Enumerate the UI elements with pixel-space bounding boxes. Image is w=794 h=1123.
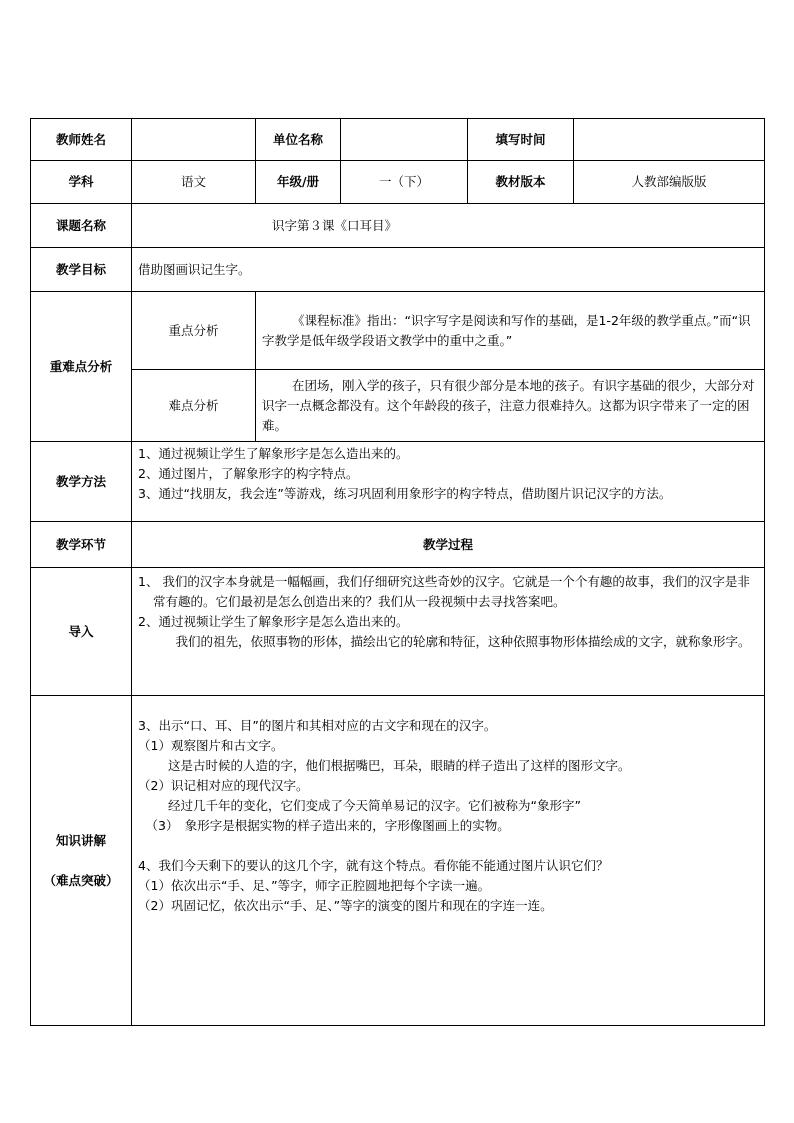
difficulty-analysis-label: 难点分析 (132, 370, 256, 442)
edition-value: 人教部编版版 (574, 161, 765, 204)
goal-label: 教学目标 (31, 248, 132, 292)
key-analysis-text (256, 292, 765, 370)
subject-value: 语文 (132, 161, 256, 204)
row-method (31, 442, 765, 522)
knowledge-p3-1: （1）观察图片和古文字。 (138, 738, 284, 753)
knowledge-p3-2-detail: 经过几千年的变化，它们变成了今天简单易记的汉字。它们被称为“象形字” (168, 798, 581, 813)
topic-label: 课题名称 (31, 204, 132, 248)
knowledge-p4-2: （2）巩固记忆，依次出示“手、足、”等字的演变的图片和现在的字连一连。 (138, 898, 553, 913)
method-line-2: 2、通过图片，了解象形字的构字特点。 (138, 466, 359, 481)
method-line-3: 3、通过“找朋友，我会连”等游戏，练习巩固利用象形字的构字特点，借助图片识记汉字的方法。 (138, 486, 672, 501)
row-goal (31, 248, 765, 292)
process-label: 教学过程 (132, 522, 765, 568)
process-step-label: 教学环节 (31, 522, 132, 568)
row-topic (31, 204, 765, 248)
intro-text (132, 568, 765, 696)
topic-value: 识字第３课《口耳目》 (132, 204, 765, 248)
intro-item-1: 1、 我们的汉字本身就是一幅幅画，我们仔细研究这些奇妙的汉字。它就是一个个有趣的故事，我们的汉字是非常有趣的。它们最初是怎么创造出来的？我们从一段视频中去寻找答案吧。 (138, 574, 750, 609)
knowledge-p4-1: （1）依次出示“手、足、”等字，师字正腔圆地把每个字读一遍。 (138, 878, 491, 893)
method-label: 教学方法 (31, 442, 132, 522)
difficulty-analysis-text (256, 370, 765, 442)
goal-value: 借助图画识记生字。 (132, 248, 765, 292)
edition-label: 教材版本 (468, 161, 574, 204)
row-teacher (31, 119, 765, 161)
knowledge-label-cell (31, 696, 132, 1026)
unit-value (341, 119, 468, 161)
subject-label: 学科 (31, 161, 132, 204)
knowledge-p3-2: （2）识记相对应的现代汉字。 (138, 778, 309, 793)
teacher-name-label: 教师姓名 (31, 119, 132, 161)
row-subject (31, 161, 765, 204)
knowledge-p3-3: （3） 象形字是根据实物的样子造出来的，字形像图画上的实物。 (145, 818, 510, 833)
key-analysis-label: 重点分析 (132, 292, 256, 370)
row-intro (31, 568, 765, 696)
date-label: 填写时间 (468, 119, 574, 161)
method-text (132, 442, 765, 522)
grade-value: 一（下） (341, 161, 468, 204)
teacher-name-value (132, 119, 256, 161)
date-value (574, 119, 765, 161)
lesson-plan-table (30, 118, 765, 1026)
method-line-1: 1、通过视频让学生了解象形字是怎么造出来的。 (138, 446, 409, 461)
grade-label: 年级/册 (256, 161, 341, 204)
intro-item-2-detail: 我们的祖先，依照事物的形体，描绘出它的轮廓和特征，这种依照事物形体描绘成的文字，就称象形字。 (175, 634, 751, 649)
intro-label: 导入 (31, 568, 132, 696)
knowledge-sublabel: （难点突破） (43, 872, 119, 888)
knowledge-p3-1-detail: 这是古时候的人造的字，他们根据嘴巴，耳朵，眼睛的样子造出了这样的图形文字。 (168, 758, 631, 773)
difficulty-analysis-paragraph: 在团场，刚入学的孩子，只有很少部分是本地的孩子。有识字基础的很少，大部分对识字一点概念都没有。这个年龄段的孩子，注意力很难持久。这都为识字带来了一定的困难。 (262, 377, 755, 433)
knowledge-p4: 4、我们今天剩下的要认的这几个字，就有这个特点。看你能不能通过图片认识它们？ (138, 858, 609, 873)
lesson-plan-form (30, 118, 764, 1026)
row-difficulty-analysis (31, 370, 765, 442)
knowledge-p3: 3、出示“口、耳、目”的图片和其相对应的古文字和现在的汉字。 (138, 718, 497, 733)
unit-label: 单位名称 (256, 119, 341, 161)
row-key-analysis (31, 292, 765, 370)
key-analysis-paragraph: 《课程标准》指出：“识字写字是阅读和写作的基础，是1-2年级的教学重点。”而“识字教学是低年级学段语文教学中的重中之重。” (262, 312, 751, 348)
knowledge-text (132, 696, 765, 1026)
row-process-header (31, 522, 765, 568)
row-knowledge (31, 696, 765, 1026)
analysis-label: 重难点分析 (31, 292, 132, 442)
knowledge-label: 知识讲解 (55, 832, 106, 848)
intro-item-2: 2、通过视频让学生了解象形字是怎么造出来的。 (138, 614, 409, 629)
